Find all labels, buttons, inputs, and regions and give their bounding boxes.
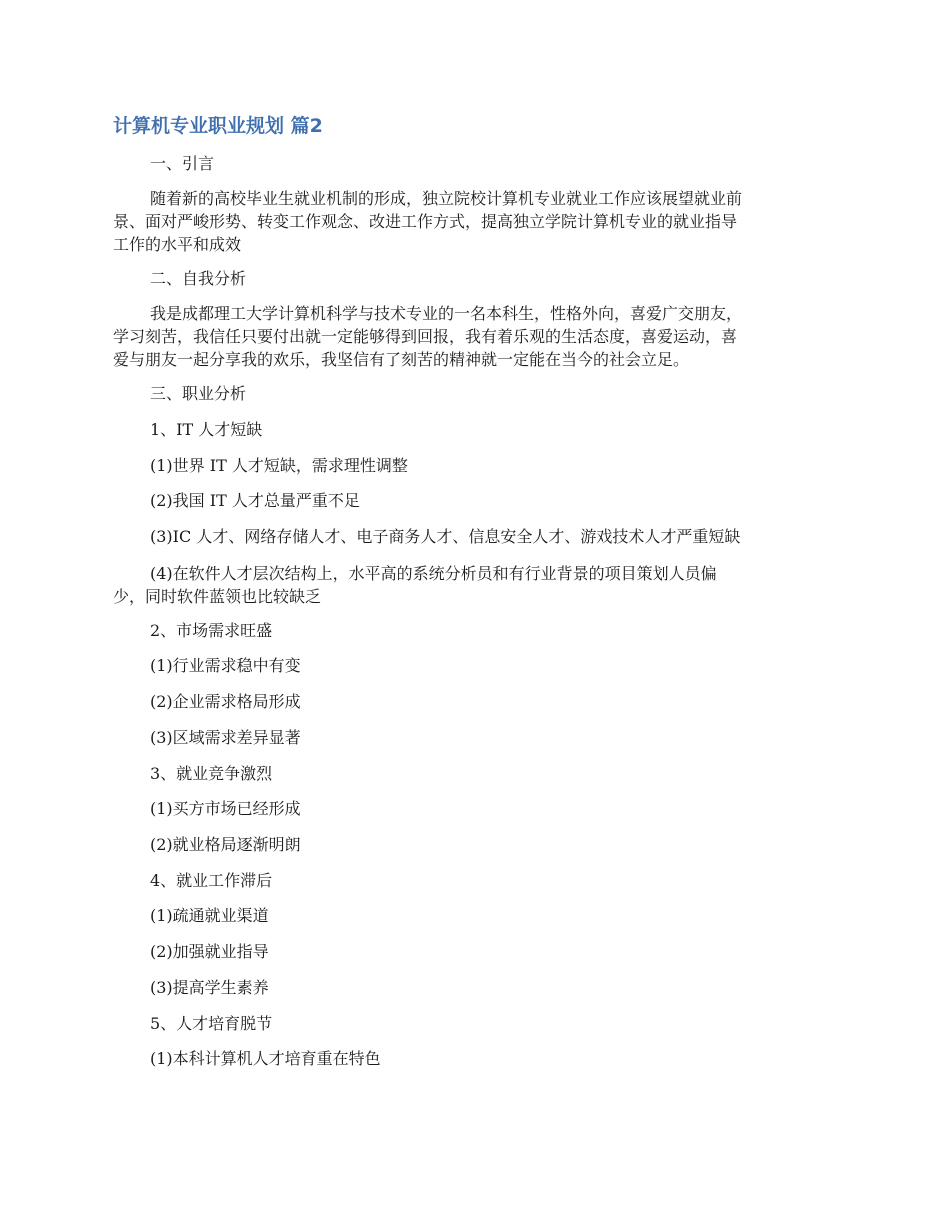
list-item: (2)我国 IT 人才总量严重不足 <box>150 491 360 510</box>
subheading-training-gap: 5、人才培育脱节 <box>150 1014 273 1033</box>
paragraph-line: 爱与朋友一起分享我的欢乐，我坚信有了刻苦的精神就一定能在当今的社会立足。 <box>113 350 690 369</box>
list-item: (3)区域需求差异显著 <box>150 728 301 747</box>
subheading-it-shortage: 1、IT 人才短缺 <box>150 420 263 439</box>
paragraph-line: 工作的水平和成效 <box>113 235 242 254</box>
subheading-competition: 3、就业竞争激烈 <box>150 764 273 783</box>
paragraph-self-analysis <box>113 302 841 371</box>
paragraph-line: 随着新的高校毕业生就业机制的形成，独立院校计算机专业就业工作应该展望就业前 <box>150 189 743 208</box>
list-item-multiline <box>113 562 841 608</box>
list-item: (1)世界 IT 人才短缺，需求理性调整 <box>150 456 408 475</box>
paragraph-line: (4)在软件人才层次结构上，水平高的系统分析员和有行业背景的项目策划人员偏 <box>150 564 717 583</box>
list-item: (1)疏通就业渠道 <box>150 906 269 925</box>
list-item: (2)加强就业指导 <box>150 942 269 961</box>
paragraph-line: 少，同时软件蓝领也比较缺乏 <box>113 587 322 606</box>
paragraph-intro <box>113 187 841 256</box>
subheading-employment-lag: 4、就业工作滞后 <box>150 871 273 890</box>
paragraph-line: 我是成都理工大学计算机科学与技术专业的一名本科生，性格外向，喜爱广交朋友， <box>150 304 743 323</box>
list-item: (3)IC 人才、网络存储人才、电子商务人才、信息安全人才、游戏技术人才严重短缺 <box>150 527 741 546</box>
list-item: (2)企业需求格局形成 <box>150 692 301 711</box>
list-item: (2)就业格局逐渐明朗 <box>150 835 301 854</box>
list-item: (3)提高学生素养 <box>150 978 269 997</box>
list-item: (1)本科计算机人才培育重在特色 <box>150 1049 381 1068</box>
list-item: (1)买方市场已经形成 <box>150 799 301 818</box>
section-heading-career-analysis: 三、职业分析 <box>150 384 247 403</box>
paragraph-line: 学习刻苦，我信任只要付出就一定能够得到回报，我有着乐观的生活态度，喜爱运动，喜 <box>113 327 738 346</box>
document-title: 计算机专业职业规划 篇2 <box>113 115 323 137</box>
section-heading-intro: 一、引言 <box>150 154 215 173</box>
section-heading-self-analysis: 二、自我分析 <box>150 269 247 288</box>
paragraph-line: 景、面对严峻形势、转变工作观念、改进工作方式，提高独立学院计算机专业的就业指导 <box>113 212 738 231</box>
list-item: (1)行业需求稳中有变 <box>150 656 301 675</box>
subheading-market-demand: 2、市场需求旺盛 <box>150 621 273 640</box>
